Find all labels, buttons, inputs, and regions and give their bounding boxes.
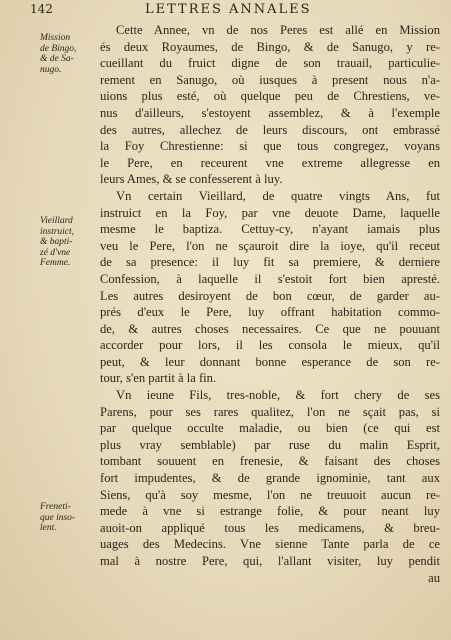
text-line: plus vray semblable) par ruse du malin Esprit, [100,437,440,452]
margin-note-line: de Bingo, [40,43,77,54]
text-line: leurs Ames, & se confesserent à luy. [100,172,283,187]
text-line: de sa presence: il luy fit sa premiere, & derniere [100,255,440,270]
margin-note-line: instruict, [40,226,75,237]
text-line: instruict en la Foy, par vne deuote Dame, laquelle [100,205,440,220]
text-line: mal à nostre Pere, qui, l'allant visiter, luy pendit [100,554,440,568]
text-line: le Pere, en receurent vne extreme allegresse en [100,155,440,170]
text-line: fort impudentes, & de grande ignominie, tant aux [100,471,440,486]
margin-note-line: & bapti- [40,237,73,247]
text-line: Confession, à laquelle il s'estoit fort bien apresté. [100,271,440,286]
page-number: 142 [30,2,53,16]
margin-note-vieillard [40,216,86,269]
text-line: de, & autres choses necessaires. Ce que ne pouuant [100,321,440,336]
margin-note-line: nugo. [40,64,62,75]
margin-note-line: que inso- [40,512,76,523]
text-line: accorder pour lors, il les consola le mieux, qu'il [100,338,440,353]
text-line: tour, s'en partit à la fin. [100,371,217,386]
margin-note-line: Femme. [40,258,71,268]
text-line: auoit-on appliqué tous les medicamens, & breu- [100,520,440,535]
running-title: LETTRES ANNALES [145,2,312,17]
margin-note-line: zé d'vne [40,247,71,258]
text-line: cueillant du fruict digne de son trauail, particulie- [100,56,440,71]
margin-note-line: Vieillard [40,216,73,226]
text-line: mede à vne si estrange folie, & pour neant luy [100,504,440,519]
body-text [100,22,440,586]
text-line: Cette Annee, vn de nos Peres est allé en Mission [116,23,440,37]
text-line: prés d'eux le Pere, luy offrant habitation commo- [100,305,440,320]
text-line: des autres, allechez de leurs discours, ont embrassé [100,122,440,137]
margin-note-frenetique [40,502,86,534]
margin-note-mission [40,33,86,75]
text-line: uions plus esté, où quelque peu de Chrestiens, ve- [100,89,440,104]
text-line: nus d'ailleurs, s'estoyent assemblez, & à l'exemple [100,105,440,120]
text-line: mesme le baptiza. Cettuy-cy, n'ayant iamais plus [100,222,440,237]
margin-note-line: Mission [40,33,71,43]
text-line: Siens, qu'à soy mesme, l'on ne treuuoit aucun re- [100,487,440,502]
margin-note-line: & de Sa- [40,54,74,64]
text-line: peut, & leur donnant bonne esperance de son re- [100,354,440,369]
text-line: Parens, pour ses rares qualitez, l'on ne sçait pas, si [100,404,440,419]
margin-note-line: Freneti- [40,502,71,512]
text-line: és deux Royaumes, de Bingo, & de Sanugo, y re- [100,39,440,54]
text-line: Les autres desiroyent de bon cœur, de garder au- [100,288,440,303]
text-line: veu le Pere, l'on ne sçauroit dire la ioye, qu'il receut [100,238,440,253]
text-line: Vn ieune Fils, tres-noble, & fort chery de ses [116,388,440,403]
text-line: la Foy Chrestienne: si que tous congregez, voyans [100,139,440,154]
text-line: rement en Sanugo, où iusques à present nous n'a- [100,72,440,87]
page-header [30,2,440,20]
text-line: Vn certain Vieillard, de quatre vingts Ans, fut [116,188,440,203]
margin-note-line: lent. [40,523,57,533]
text-line: tombant souuent en frenesie, & faisant des choses [100,454,440,469]
catchword: au [428,570,440,585]
text-line: uages des Medecins. Vne sienne Tante parla de ce [100,537,440,552]
text-line: par quelque occulte maladie, ou bien (ce qui est [100,421,440,436]
